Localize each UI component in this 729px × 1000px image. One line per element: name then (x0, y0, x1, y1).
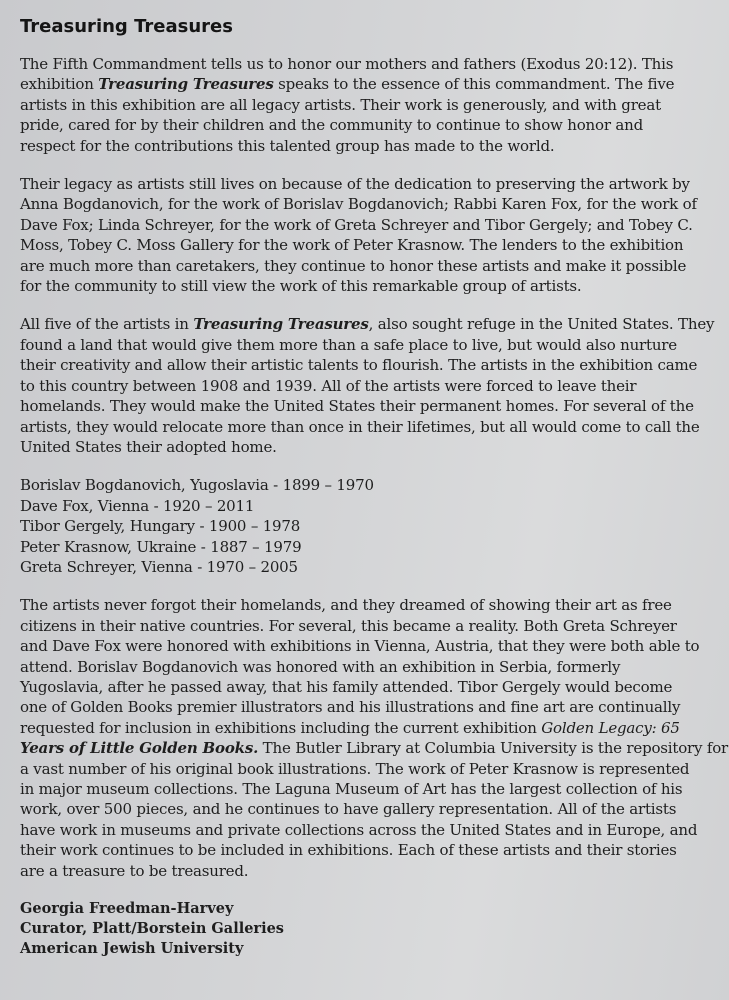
text-line: their work continues to be included in exhibitions. Each of these artists and their stories (20, 841, 677, 860)
text-line: are much more than caretakers, they continue to honor these artists and make it possible (20, 256, 687, 275)
artist-entry: Tibor Gergely, Hungary - 1900 – 1978 (20, 517, 301, 536)
text-line: to this country between 1908 and 1939. All of the artists were forced to leave their (20, 376, 637, 395)
curator-role: Curator, Platt/Borstein Galleries (20, 920, 284, 938)
paragraph-legacy (20, 174, 711, 296)
text-line (20, 718, 711, 738)
text-line: Anna Bogdanovich, for the work of Borislav Bogdanovich; Rabbi Karen Fox, for the work of (20, 195, 697, 214)
text-line: are a treasure to be treasured. (20, 861, 249, 880)
text-line: attend. Borislav Bogdanovich was honored with an exhibition in Serbia, formerly (20, 657, 621, 676)
exhibition-title-emphasis: Treasuring Treasures (193, 315, 369, 334)
text-line: a vast number of his original book illustrations. The work of Peter Krasnow is represented (20, 759, 690, 778)
text-line: in major museum collections. The Laguna Museum of Art has the largest collection of his (20, 780, 683, 798)
text-line: citizens in their native countries. For several, this became a reality. Both Greta Schreyer (20, 616, 677, 635)
text-line: Their legacy as artists still lives on because of the dedication to preserving the artwork by (20, 175, 690, 194)
page-title: Treasuring Treasures (20, 16, 233, 37)
text-line: pride, cared for by their children and the community to continue to show honor and (20, 116, 643, 135)
text-run: exhibition (20, 75, 99, 94)
paragraph-refuge (20, 314, 715, 457)
text-run: , also sought refuge in the United States. They (368, 315, 715, 334)
text-line: one of Golden Books premier illustrators and his illustrations and fine art are continually (20, 698, 681, 717)
artist-entry: Borislav Bogdanovich, Yugoslavia - 1899 – 1970 (20, 476, 374, 495)
artist-entry: Greta Schreyer, Vienna - 1970 – 2005 (20, 557, 298, 576)
text-line: for the community to still view the work of this remarkable group of artists. (20, 277, 582, 296)
text-line: Yugoslavia, after he passed away, that his family attended. Tibor Gergely would become (20, 677, 673, 696)
artist-entry: Peter Krasnow, Ukraine - 1887 – 1979 (20, 537, 302, 556)
text-run: The Butler Library at Columbia University is the repository for (258, 739, 729, 758)
text-line: and Dave Fox were honored with exhibitions in Vienna, Austria, that they were both able to (20, 637, 700, 656)
text-line: The Fifth Commandment tells us to honor our mothers and fathers (Exodus 20:12). This (20, 55, 674, 73)
paragraph-intro (20, 54, 711, 156)
exhibition-name-italic: Golden Legacy: 65 (541, 718, 680, 737)
text-run: requested for inclusion in exhibitions including the current exhibition (20, 718, 542, 737)
text-line: Dave Fox; Linda Schreyer, for the work of Greta Schreyer and Tibor Gergely; and Tobey C. (20, 215, 693, 234)
text-line: found a land that would give them more than a safe place to live, but would also nurture (20, 335, 677, 354)
text-line (20, 314, 715, 334)
text-line: The artists never forgot their homelands, and they dreamed of showing their art as free (20, 596, 672, 615)
text-line: their creativity and allow their artistic talents to flourish. The artists in the exhibition came (20, 356, 698, 375)
text-line (20, 738, 729, 758)
text-line: artists in this exhibition are all legacy artists. Their work is generously, and with great (20, 95, 661, 114)
artist-list (20, 475, 711, 577)
text-line: respect for the contributions this talented group has made to the world. (20, 136, 555, 155)
paragraph-homelands (20, 595, 729, 881)
text-line: homelands. They would make the United States their permanent homes. For several of the (20, 397, 694, 416)
text-line: work, over 500 pieces, and he continues to have gallery representation. All of the artists (20, 800, 677, 819)
exhibition-title-emphasis: Treasuring Treasures (98, 75, 274, 94)
text-run: speaks to the essence of this commandment. The five (273, 75, 675, 94)
text-line: Moss, Tobey C. Moss Gallery for the work of Peter Krasnow. The lenders to the exhibition (20, 236, 684, 255)
artist-entry: Dave Fox, Vienna - 1920 – 2011 (20, 496, 255, 515)
curator-signature (20, 899, 711, 959)
curator-name: Georgia Freedman-Harvey (20, 900, 234, 918)
exhibition-name-italic: Years of Little Golden Books. (20, 739, 259, 758)
text-line (20, 74, 711, 94)
text-line: United States their adopted home. (20, 437, 277, 456)
text-run: All five of the artists in (20, 315, 194, 334)
text-line: artists, they would relocate more than once in their lifetimes, but all would come to call the (20, 417, 700, 436)
curator-organization: American Jewish University (20, 940, 244, 958)
text-line: have work in museums and private collections across the United States and in Europe, and (20, 820, 698, 839)
